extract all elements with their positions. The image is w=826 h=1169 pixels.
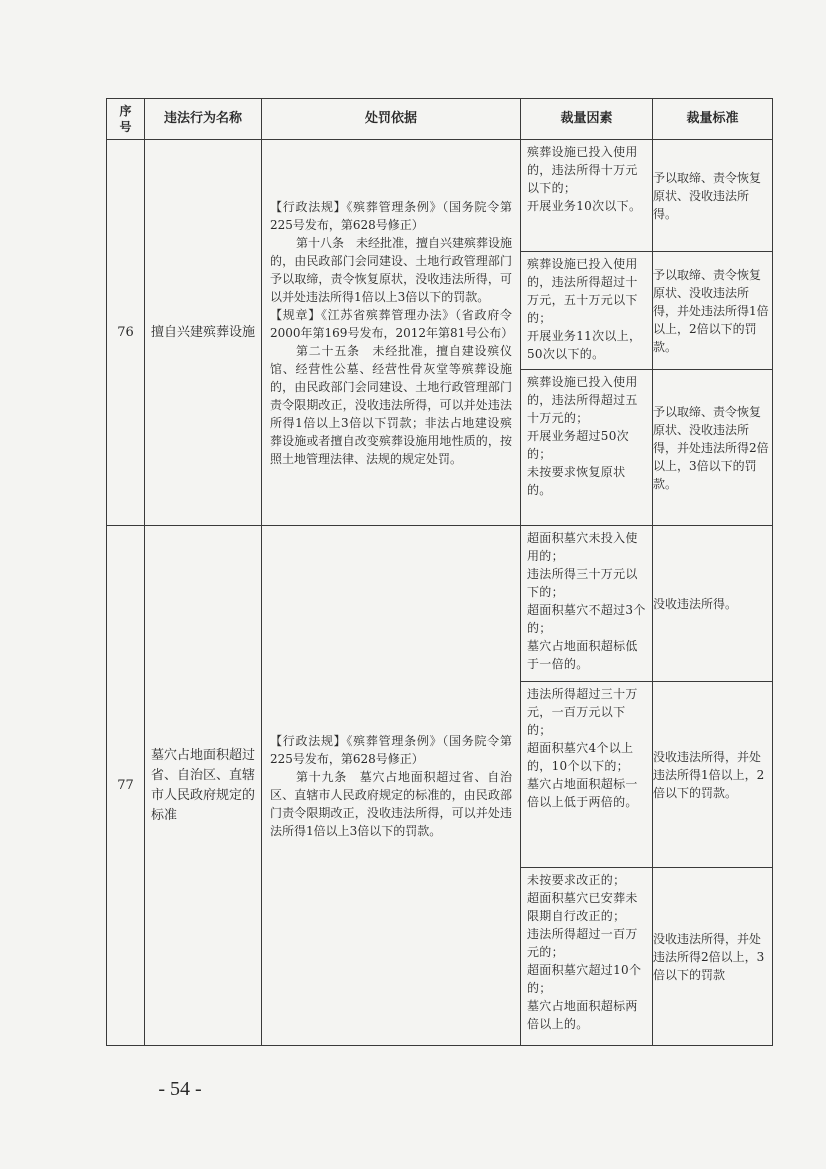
basis-paragraph: 第十九条 墓穴占地面积超过省、自治区、直辖市人民政府规定的标准的，由民政部门责令限期改正，没收违法所得，可以并处违法所得1倍以上3倍以下的罚款。	[270, 769, 512, 838]
factor-item: 未按要求恢复原状的。	[527, 465, 626, 497]
factor-item: 殡葬设施已投入使用的，违法所得十万元以下的；	[527, 145, 638, 195]
header-basis: 处罚依据	[262, 99, 521, 140]
standard-cell: 予以取缔、责令恢复原状、没收违法所得，并处违法所得2倍以上，3倍以下的罚款。	[653, 370, 773, 526]
row-penalty-basis	[262, 526, 521, 1046]
factor-item: 墓穴占地面积超标两倍以上的。	[527, 999, 638, 1031]
factor-cell	[521, 682, 653, 868]
factor-item: 未按要求改正的；	[527, 873, 626, 887]
standard-cell: 没收违法所得，并处违法所得2倍以上，3倍以下的罚款	[653, 868, 773, 1046]
header-seq: 序号	[107, 99, 145, 140]
factor-item: 墓穴占地面积超标一倍以上低于两倍的。	[527, 777, 638, 809]
table-row	[107, 140, 773, 252]
factor-cell	[521, 868, 653, 1046]
row-seq: 77	[107, 526, 145, 1046]
factor-item: 违法所得超过一百万元的；	[527, 927, 638, 959]
table-row	[107, 526, 773, 682]
header-factors: 裁量因素	[521, 99, 653, 140]
basis-paragraph: 【规章】《江苏省殡葬管理办法》（省政府令2000年第169号发布，2012年第81号公布）	[270, 307, 514, 340]
basis-paragraph: 【行政法规】《殡葬管理条例》（国务院令第225号发布，第628号修正）	[270, 199, 512, 232]
header-standard: 裁量标准	[653, 99, 773, 140]
factor-item: 开展业务11次以上，50次以下的。	[527, 329, 642, 361]
factor-item: 殡葬设施已投入使用的，违法所得超过十万元，五十万元以下的；	[527, 257, 638, 325]
header-name: 违法行为名称	[145, 99, 262, 140]
factor-item: 超面积墓穴不超过3个的；	[527, 603, 646, 635]
table-header-row	[107, 99, 773, 140]
factor-cell	[521, 526, 653, 682]
basis-paragraph: 【行政法规】《殡葬管理条例》（国务院令第225号发布，第628号修正）	[270, 733, 512, 766]
factor-cell	[521, 370, 653, 526]
factor-item: 殡葬设施已投入使用的，违法所得超过五十万元的；	[527, 375, 638, 425]
row-penalty-basis	[262, 140, 521, 526]
row-violation-name: 擅自兴建殡葬设施	[145, 140, 262, 526]
factor-item: 超面积墓穴未投入使用的；	[527, 531, 638, 563]
factor-item: 超面积墓穴4个以上的，10个以下的；	[527, 741, 634, 773]
factor-cell	[521, 252, 653, 370]
row-violation-name: 墓穴占地面积超过省、自治区、直辖市人民政府规定的标准	[145, 526, 262, 1046]
standard-cell: 没收违法所得。	[653, 526, 773, 682]
factor-item: 违法所得超过三十万元，一百万元以下的；	[527, 687, 638, 737]
standard-cell: 予以取缔、责令恢复原状、没收违法所得，并处违法所得1倍以上，2倍以下的罚款。	[653, 252, 773, 370]
factor-item: 超面积墓穴已安葬未限期自行改正的；	[527, 891, 638, 923]
factor-item: 开展业务超过50次的；	[527, 429, 629, 461]
factor-item: 墓穴占地面积超标低于一倍的。	[527, 639, 638, 671]
factor-item: 开展业务10次以下。	[527, 199, 642, 213]
factor-item: 超面积墓穴超过10个的；	[527, 963, 642, 995]
factor-item: 违法所得三十万元以下的；	[527, 567, 638, 599]
standard-cell: 没收违法所得，并处违法所得1倍以上，2倍以下的罚款。	[653, 682, 773, 868]
penalty-discretion-table	[106, 98, 773, 1046]
basis-paragraph: 第十八条 未经批准，擅自兴建殡葬设施的，由民政部门会同建设、土地行政管理部门予以取缔，责令恢复原状，没收违法所得，可以并处违法所得1倍以上3倍以下的罚款。	[270, 235, 513, 304]
factor-cell	[521, 140, 653, 252]
basis-paragraph: 第二十五条 未经批准，擅自建设殡仪馆、经营性公墓、经营性骨灰堂等殡葬设施的，由民政部门会同建设、土地行政管理部门责令限期改正，没收违法所得，可以并处违法所得1倍以上3倍以下罚款；非法占地建设殡葬设施或者擅自改变殡葬设施用地性质的，按照土地管理法律、法规的规定处罚。	[270, 343, 512, 466]
page-number: - 54 -	[158, 1078, 202, 1100]
row-seq: 76	[107, 140, 145, 526]
standard-cell: 予以取缔、责令恢复原状、没收违法所得。	[653, 140, 773, 252]
